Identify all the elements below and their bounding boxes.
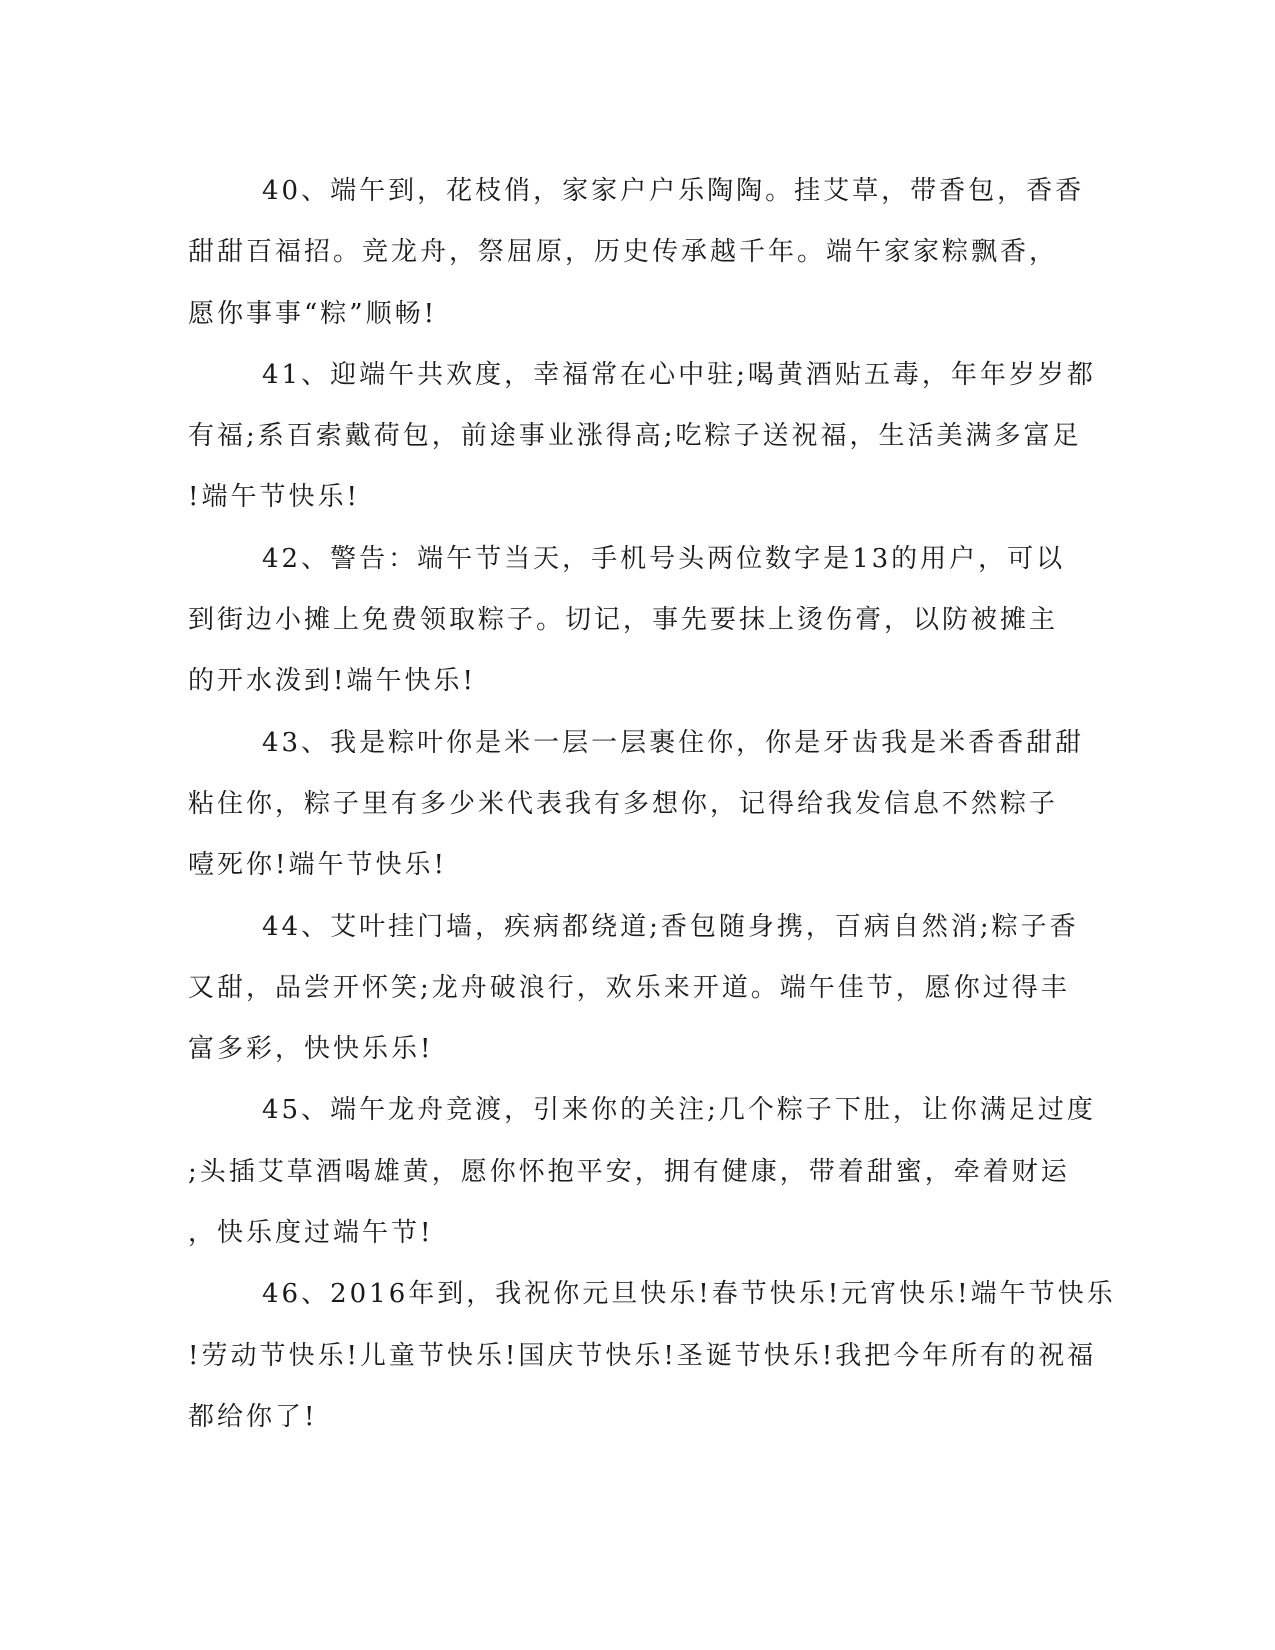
paragraph-line: 到街边小摊上免费领取粽子。切记，事先要抹上烫伤膏，以防被摊主 [188,605,1059,636]
paragraph-line: 愿你事事“粽”顺畅! [188,298,438,329]
paragraph-41 [188,345,1096,529]
paragraph-line: 43、我是粽叶你是米一层一层裹住你，你是牙齿我是米香香甜甜 [262,727,1085,758]
paragraph-line: 46、2016年到，我祝你元旦快乐!春节快乐!元宵快乐!端午节快乐 [262,1279,1116,1310]
paragraph-line: 45、端午龙舟竞渡，引来你的关注;几个粽子下肚，让你满足过度 [262,1095,1096,1126]
paragraph-line: 噎死你!端午节快乐! [188,850,447,881]
paragraph-line: 44、艾叶挂门墙，疾病都绕道;香包随身携，百病自然消;粽子香 [262,911,1079,942]
paragraph-46 [188,1264,1116,1448]
paragraph-line: 40、端午到，花枝俏，家家户户乐陶陶。挂艾草，带香包，香香 [262,176,1085,206]
document-body [188,161,1116,1448]
paragraph-line: !劳动节快乐!儿童节快乐!国庆节快乐!圣诞节快乐!我把今年所有的祝福 [188,1340,1097,1371]
paragraph-line: 42、警告：端午节当天，手机号头两位数字是13的用户，可以 [262,543,1066,574]
paragraph-45 [188,1080,1096,1264]
paragraph-40 [188,161,1088,345]
paragraph-line: 甜甜百福招。竞龙舟，祭屈原，历史传承越千年。端午家家粽飘香， [188,237,1059,268]
paragraph-line: 有福;系百索戴荷包，前途事业涨得高;吃粽子送祝福，生活美满多富足 [188,421,1082,452]
paragraph-44 [188,897,1088,1081]
paragraph-line: ，快乐度过端午节! [188,1218,434,1249]
paragraph-line: !端午节快乐! [188,482,360,513]
paragraph-line: ;头插艾草酒喝雄黄，愿你怀抱平安，拥有健康，带着甜蜜，牵着财运 [188,1156,1070,1187]
paragraph-line: 又甜，品尝开怀笑;龙舟破浪行，欢乐来开道。端午佳节，愿你过得丰 [188,972,1070,1003]
paragraph-line: 都给你了! [188,1401,318,1432]
paragraph-43 [188,713,1088,897]
paragraph-line: 的开水泼到!端午快乐! [188,666,476,697]
paragraph-42 [188,529,1088,713]
paragraph-line: 粘住你，粽子里有多少米代表我有多想你，记得给我发信息不然粽子 [188,788,1059,819]
paragraph-line: 富多彩，快快乐乐! [188,1034,434,1065]
paragraph-line: 41、迎端午共欢度，幸福常在心中驻;喝黄酒贴五毒，年年岁岁都 [262,359,1096,390]
